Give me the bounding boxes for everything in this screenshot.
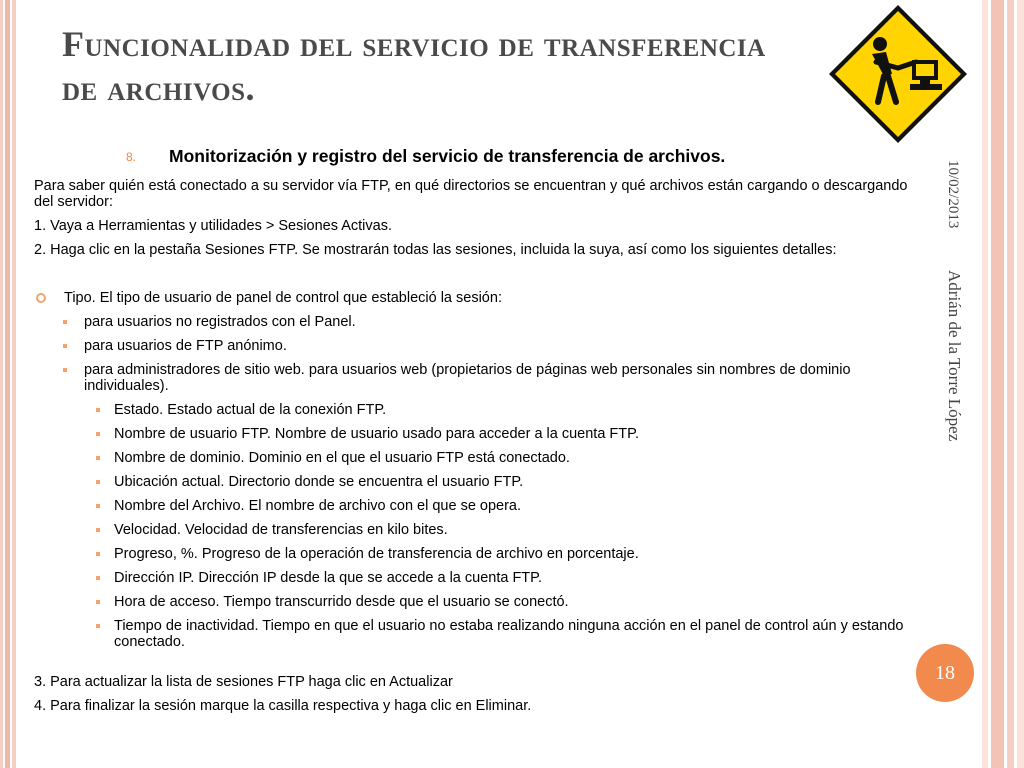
slide-author: Adrián de la Torre López <box>945 270 964 442</box>
step-4: 4. Para finalizar la sesión marque la casilla respectiva y haga clic en Eliminar. <box>34 698 532 714</box>
page-number-badge: 18 <box>916 644 974 702</box>
list-item: Nombre del Archivo. El nombre de archivo con el que se opera. <box>34 498 914 514</box>
list-item: Ubicación actual. Directorio donde se encuentra el usuario FTP. <box>34 474 914 490</box>
list-item: Progreso, %. Progreso de la operación de transferencia de archivo en porcentaje. <box>34 546 914 562</box>
step-1: 1. Vaya a Herramientas y utilidades > Sesiones Activas. <box>34 218 392 234</box>
slide-title: Funcionalidad del servicio de transferencia de archivos. <box>62 24 766 108</box>
left-decorative-stripe <box>0 0 16 768</box>
list-item: para usuarios no registrados con el Panel. <box>34 314 914 330</box>
slide-content <box>34 144 914 722</box>
list-item: para usuarios de FTP anónimo. <box>34 338 914 354</box>
list-item: Tiempo de inactividad. Tiempo en que el usuario no estaba realizando ninguna acción en el panel de control aún y estando conectado. <box>34 618 914 650</box>
heading-number: 8. <box>126 150 137 164</box>
list-item: para administradores de sitio web. para usuarios web (propietarios de páginas web personales sin nombres de dominio individuales). <box>34 362 914 394</box>
right-decorative-stripe <box>982 0 1024 768</box>
section-heading: Monitorización y registro del servicio de transferencia de archivos. <box>169 146 726 166</box>
list-item: Dirección IP. Dirección IP desde la que se accede a la cuenta FTP. <box>34 570 914 586</box>
step-2: 2. Haga clic en la pestaña Sesiones FTP. Se mostrarán todas las sesiones, incluida la suya, así como los siguientes detalles: <box>34 242 837 258</box>
list-item: Nombre de usuario FTP. Nombre de usuario usado para acceder a la cuenta FTP. <box>34 426 914 442</box>
construction-worker-sign-icon <box>826 2 970 146</box>
list-item: Hora de acceso. Tiempo transcurrido desde que el usuario se conectó. <box>34 594 914 610</box>
intro-paragraph: Para saber quién está conectado a su servidor vía FTP, en qué directorios se encuentran y qué archivos están cargando o descargando del servidor: <box>34 178 908 210</box>
list-item: Estado. Estado actual de la conexión FTP. <box>34 402 914 418</box>
section-heading-row <box>34 144 914 168</box>
list-item: Nombre de dominio. Dominio en el que el usuario FTP está conectado. <box>34 450 914 466</box>
list-item: Velocidad. Velocidad de transferencias en kilo bites. <box>34 522 914 538</box>
step-3: 3. Para actualizar la lista de sesiones FTP haga clic en Actualizar <box>34 674 453 690</box>
list-item-tipo: Tipo. El tipo de usuario de panel de control que estableció la sesión: <box>34 290 914 306</box>
slide-date: 10/02/2013 <box>945 160 961 229</box>
